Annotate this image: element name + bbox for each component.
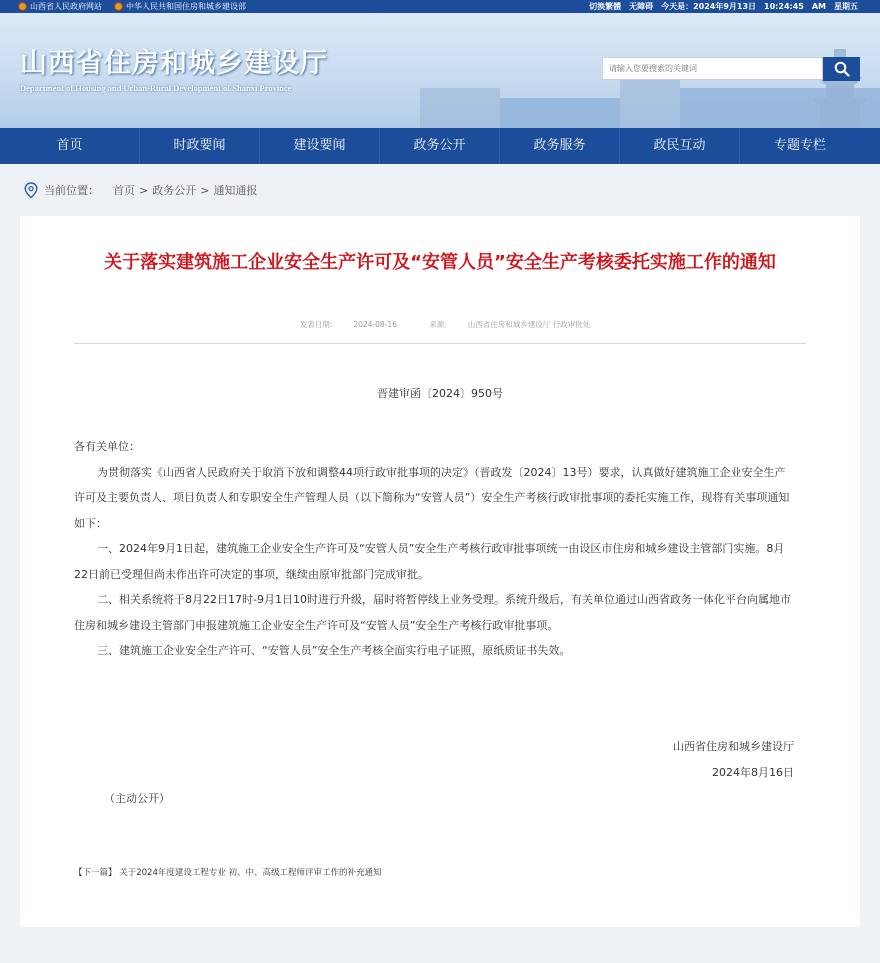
search-button[interactable] bbox=[823, 57, 860, 81]
nav-government-affairs[interactable]: 政务公开 bbox=[380, 128, 500, 164]
search-icon bbox=[834, 61, 850, 77]
nav-current-affairs[interactable]: 时政要闻 bbox=[140, 128, 260, 164]
pagoda-icon bbox=[800, 41, 880, 128]
search-bar bbox=[602, 57, 860, 81]
publish-date-label: 发表日期： bbox=[299, 320, 338, 329]
article-card bbox=[20, 216, 860, 927]
search-input[interactable] bbox=[602, 57, 823, 80]
breadcrumb-separator: > bbox=[139, 183, 149, 197]
header-banner bbox=[0, 13, 880, 128]
national-emblem-icon bbox=[114, 2, 123, 11]
current-datetime: 今天是：2024年9月13日 10:24:45 AM 星期五 bbox=[661, 2, 858, 11]
signature-org: 山西省住房和城乡建设厅 bbox=[673, 740, 794, 753]
nav-home[interactable]: 首页 bbox=[0, 128, 140, 164]
mohurd-link[interactable]: 中华人民共和国住房和城乡建设部 bbox=[114, 0, 246, 13]
nav-construction-news[interactable]: 建设要闻 bbox=[260, 128, 380, 164]
breadcrumb bbox=[24, 181, 257, 199]
accessibility-link[interactable]: 无障碍 bbox=[629, 2, 654, 11]
location-pin-icon bbox=[24, 182, 38, 199]
next-article-label: 【下一篇】 bbox=[74, 868, 117, 878]
article-title: 关于落实建筑施工企业安全生产许可及“安管人员”安全生产考核委托实施工作的通知 bbox=[104, 252, 776, 273]
skyline-decoration bbox=[500, 98, 620, 128]
nav-government-services[interactable]: 政务服务 bbox=[500, 128, 620, 164]
title-divider bbox=[74, 343, 806, 344]
signature-date: 2024年8月16日 bbox=[712, 766, 794, 779]
salutation: 各有关单位： bbox=[74, 440, 140, 453]
paragraph-item-1: 一、2024年9月1日起，建筑施工企业安全生产许可及“安管人员”安全生产考核行政审批事项统一由设区市住房和城乡建设主管部门实施。8月22日前已受理但尚未作出许可决定的事项，继续由原审批部门完成审批。 bbox=[74, 542, 785, 581]
national-emblem-icon bbox=[18, 2, 27, 11]
publish-date: 2024-08-16 bbox=[353, 320, 397, 329]
paragraph-item-2: 二、相关系统将于8月22日17时-9月1日10时进行升级，届时将暂停线上业务受理。系统升级后，有关单位通过山西省政务一体化平台向属地市住房和城乡建设主管部门申报建筑施工企业安全生产许可及“安管人员”安全生产考核行政审批事项。 bbox=[74, 593, 791, 632]
site-title: 山西省住房和城乡建设厅 bbox=[20, 48, 328, 79]
top-bar bbox=[0, 0, 880, 13]
breadcrumb-label: 当前位置： bbox=[44, 184, 99, 197]
nav-special-topics[interactable]: 专题专栏 bbox=[773, 138, 826, 153]
next-article-link[interactable]: 关于2024年度建设工程专业 初、中、高级工程师评审工作的补充通知 bbox=[119, 868, 382, 878]
breadcrumb-separator: > bbox=[200, 183, 210, 197]
gov-site-link[interactable]: 山西省人民政府网站 bbox=[18, 0, 102, 13]
paragraph-item-3: 三、建筑施工企业安全生产许可、“安管人员”安全生产考核全面实行电子证照，原纸质证书失效。 bbox=[97, 644, 571, 657]
traditional-chinese-toggle[interactable]: 切换繁體 bbox=[589, 2, 622, 11]
breadcrumb-home[interactable]: 首页 bbox=[113, 184, 135, 197]
paragraph-intro: 为贯彻落实《山西省人民政府关于取消下放和调整44项行政审批事项的决定》（晋政发〔2024〕13号）要求，认真做好建筑施工企业安全生产许可及主要负责人、项目负责人和专职安全生产管理人员（以下简称为“安管人员”）安全生产考核行政审批事项的委托实施工作，现将有关事项通知如下： bbox=[74, 465, 790, 530]
skyline-decoration bbox=[420, 88, 500, 128]
document-number: 晋建审函〔2024〕950号 bbox=[377, 387, 503, 400]
breadcrumb-notices[interactable]: 通知通报 bbox=[213, 184, 258, 197]
disclosure-type: （主动公开） bbox=[104, 792, 170, 805]
article-body bbox=[74, 434, 796, 664]
breadcrumb-government-affairs[interactable]: 政务公开 bbox=[152, 184, 197, 197]
main-nav bbox=[0, 128, 880, 164]
next-article bbox=[74, 866, 382, 878]
article-meta bbox=[20, 319, 860, 330]
site-subtitle-en: Department of Housing and Urban-Rural Development of Shanxi Province bbox=[20, 83, 292, 93]
nav-public-interaction[interactable]: 政民互动 bbox=[620, 128, 740, 164]
article-source: 山西省住房和城乡建设厅 行政审批处 bbox=[467, 320, 591, 329]
source-label: 来源： bbox=[429, 320, 452, 329]
